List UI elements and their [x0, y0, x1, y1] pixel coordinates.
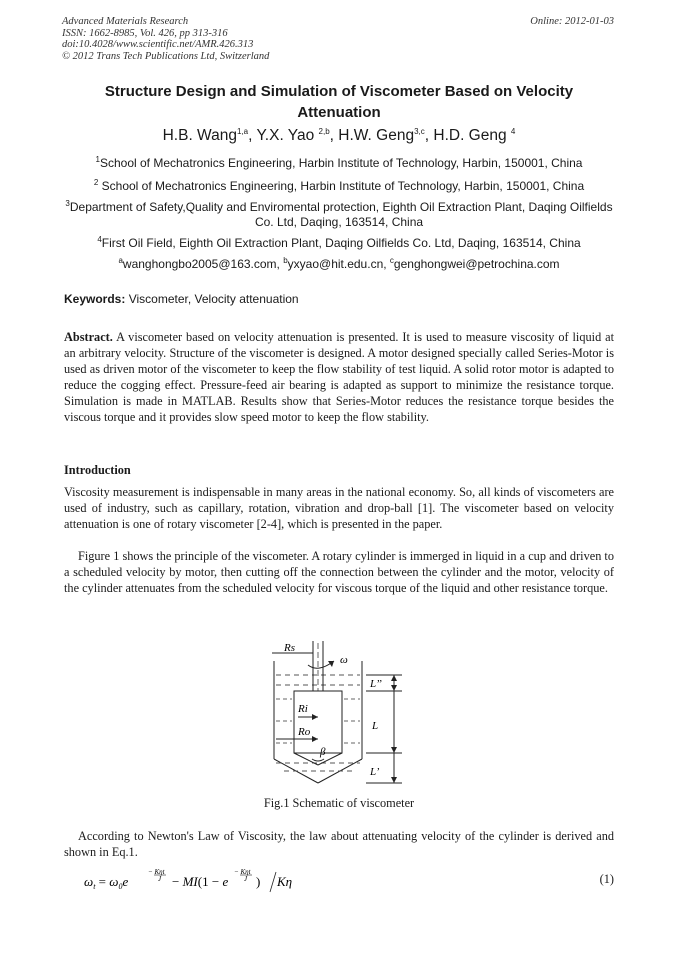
section-heading: Introduction: [64, 463, 131, 477]
copyright-line: © 2012 Trans Tech Publications Ltd, Switzerland: [62, 50, 270, 62]
affiliation-2: $^2$ School of Mechatronics Engineering, Harbin Institute of Technology, Harbin, 150001, China: [93, 178, 585, 193]
author-list: H.B. Wang$^{1,a}$, Y.X. Yao $^{2,b}$, H.W. Geng$^{3,c}$, H.D. Geng $^4$: [162, 126, 516, 144]
affiliation-3: $^3$Department of Safety,Quality and Enviromental protection, Eighth Oil Extraction Plant, Daqing Oilfields Co. Ltd, Daqing, 163514, China: [65, 199, 613, 229]
svg-text:J: J: [244, 875, 248, 883]
doi-line: doi:10.4028/www.scientific.net/AMR.426.313: [62, 39, 254, 50]
journal-name: Advanced Materials Research: [62, 16, 189, 27]
author: Y.X. Yao: [256, 127, 315, 144]
abstract-text: A viscometer based on velocity attenuation is presented. It is used to measure viscosity of liquid at an arbitrary velocity. Structure of the viscometer is designed. A motor designed specially called Series-Motor is used as driven motor of the viscometer to keep the flow stability of test liquid. A solid rotor motor is adapted to reduce the cogging effect. Pressure-feed air bearing is adapted as support to minimize the resistance torque. Simulation is made in MATLAB. Results show that Series-Motor reduces the resistance torque besides the viscous torque and it provides slow speed motor to keep the flow stability.: [64, 330, 614, 424]
figure-caption: Fig.1 Schematic of viscometer: [263, 796, 415, 810]
svg-text:− Kηt: − Kηt: [234, 868, 251, 876]
label-l-double-prime: L’’: [370, 678, 382, 690]
equation-1: [64, 866, 614, 898]
viscometer-schematic: [262, 641, 412, 791]
equation-formula: [84, 866, 304, 896]
author: H.D. Geng: [433, 127, 507, 144]
label-l-prime: L’: [370, 766, 380, 778]
author: H.W. Geng: [338, 127, 415, 144]
abstract: [64, 329, 614, 425]
svg-text:J: J: [158, 875, 162, 883]
email-link[interactable]: genghongwei@petrochina.com: [393, 257, 560, 271]
affiliation-4: $^4$First Oil Field, Eighth Oil Extraction Plant, Daqing Oilfields Co. Ltd, Daqing, 163514, China: [97, 235, 581, 250]
body-paragraph: According to Newton's Law of Viscosity, the law about attenuating velocity of the cylinder is derived and shown in Eq.1.: [64, 829, 614, 859]
label-ri: Ri: [298, 703, 308, 715]
label-beta: β: [320, 746, 326, 758]
label-l: L: [372, 720, 379, 732]
email-link[interactable]: wanghongbo2005@163.com: [122, 257, 277, 271]
svg-text:− Kηt: − Kηt: [148, 868, 165, 876]
intro-paragraph-2: Figure 1 shows the principle of the viscometer. A rotary cylinder is immerged in liquid in a cup and driven to a scheduled velocity by motor, then cutting off the connection between the cylinder and the motor, velocity of the cylinder attenuates from the scheduled velocity for viscous torque of the liquid and other resistance torque.: [64, 549, 614, 595]
author: H.B. Wang: [162, 127, 237, 144]
journal-header: [62, 16, 269, 62]
online-date: Online: 2012-01-03: [530, 16, 614, 27]
label-omega: ω: [340, 654, 348, 666]
label-ro: Ro: [298, 726, 311, 738]
equation-number: (1): [599, 872, 614, 886]
email-line: $^a$wanghongbo2005@163.com, $^b$yxyao@hit.edu.cn, $^c$genghongwei@petrochina.com: [118, 256, 560, 271]
affiliation-1: $^1$School of Mechatronics Engineering, Harbin Institute of Technology, Harbin, 150001, China: [95, 155, 583, 170]
paper-title: Structure Design and Simulation of Viscometer Based on Velocity Attenuation: [104, 83, 574, 121]
email-link[interactable]: yxyao@hit.edu.cn: [287, 257, 384, 271]
issn-line: ISSN: 1662-8985, Vol. 426, pp 313-316: [62, 27, 228, 39]
svg-text:ωt = ω0e: $\omega_t = \omega_0e$: [84, 874, 129, 891]
keywords: Keywords: Viscometer, Velocity attenuation: [64, 292, 299, 306]
svg-text:Kη: Kη: [277, 874, 293, 889]
svg-text:): ): [256, 874, 261, 889]
svg-text:− MI(1 − e: − MI(1 − e: [172, 874, 229, 889]
label-rs: Rs: [284, 642, 295, 654]
intro-paragraph-1: Viscosity measurement is indispensable in many areas in the national economy. So, all kinds of viscometers are used of industry, such as capillary, rotation, vibration and drop-ball [1]. The viscometer based on velocity attenuation is one of rotary viscometer [2-4], which is presented in the paper.: [64, 485, 614, 531]
abstract-label: Abstract.: [64, 330, 113, 344]
